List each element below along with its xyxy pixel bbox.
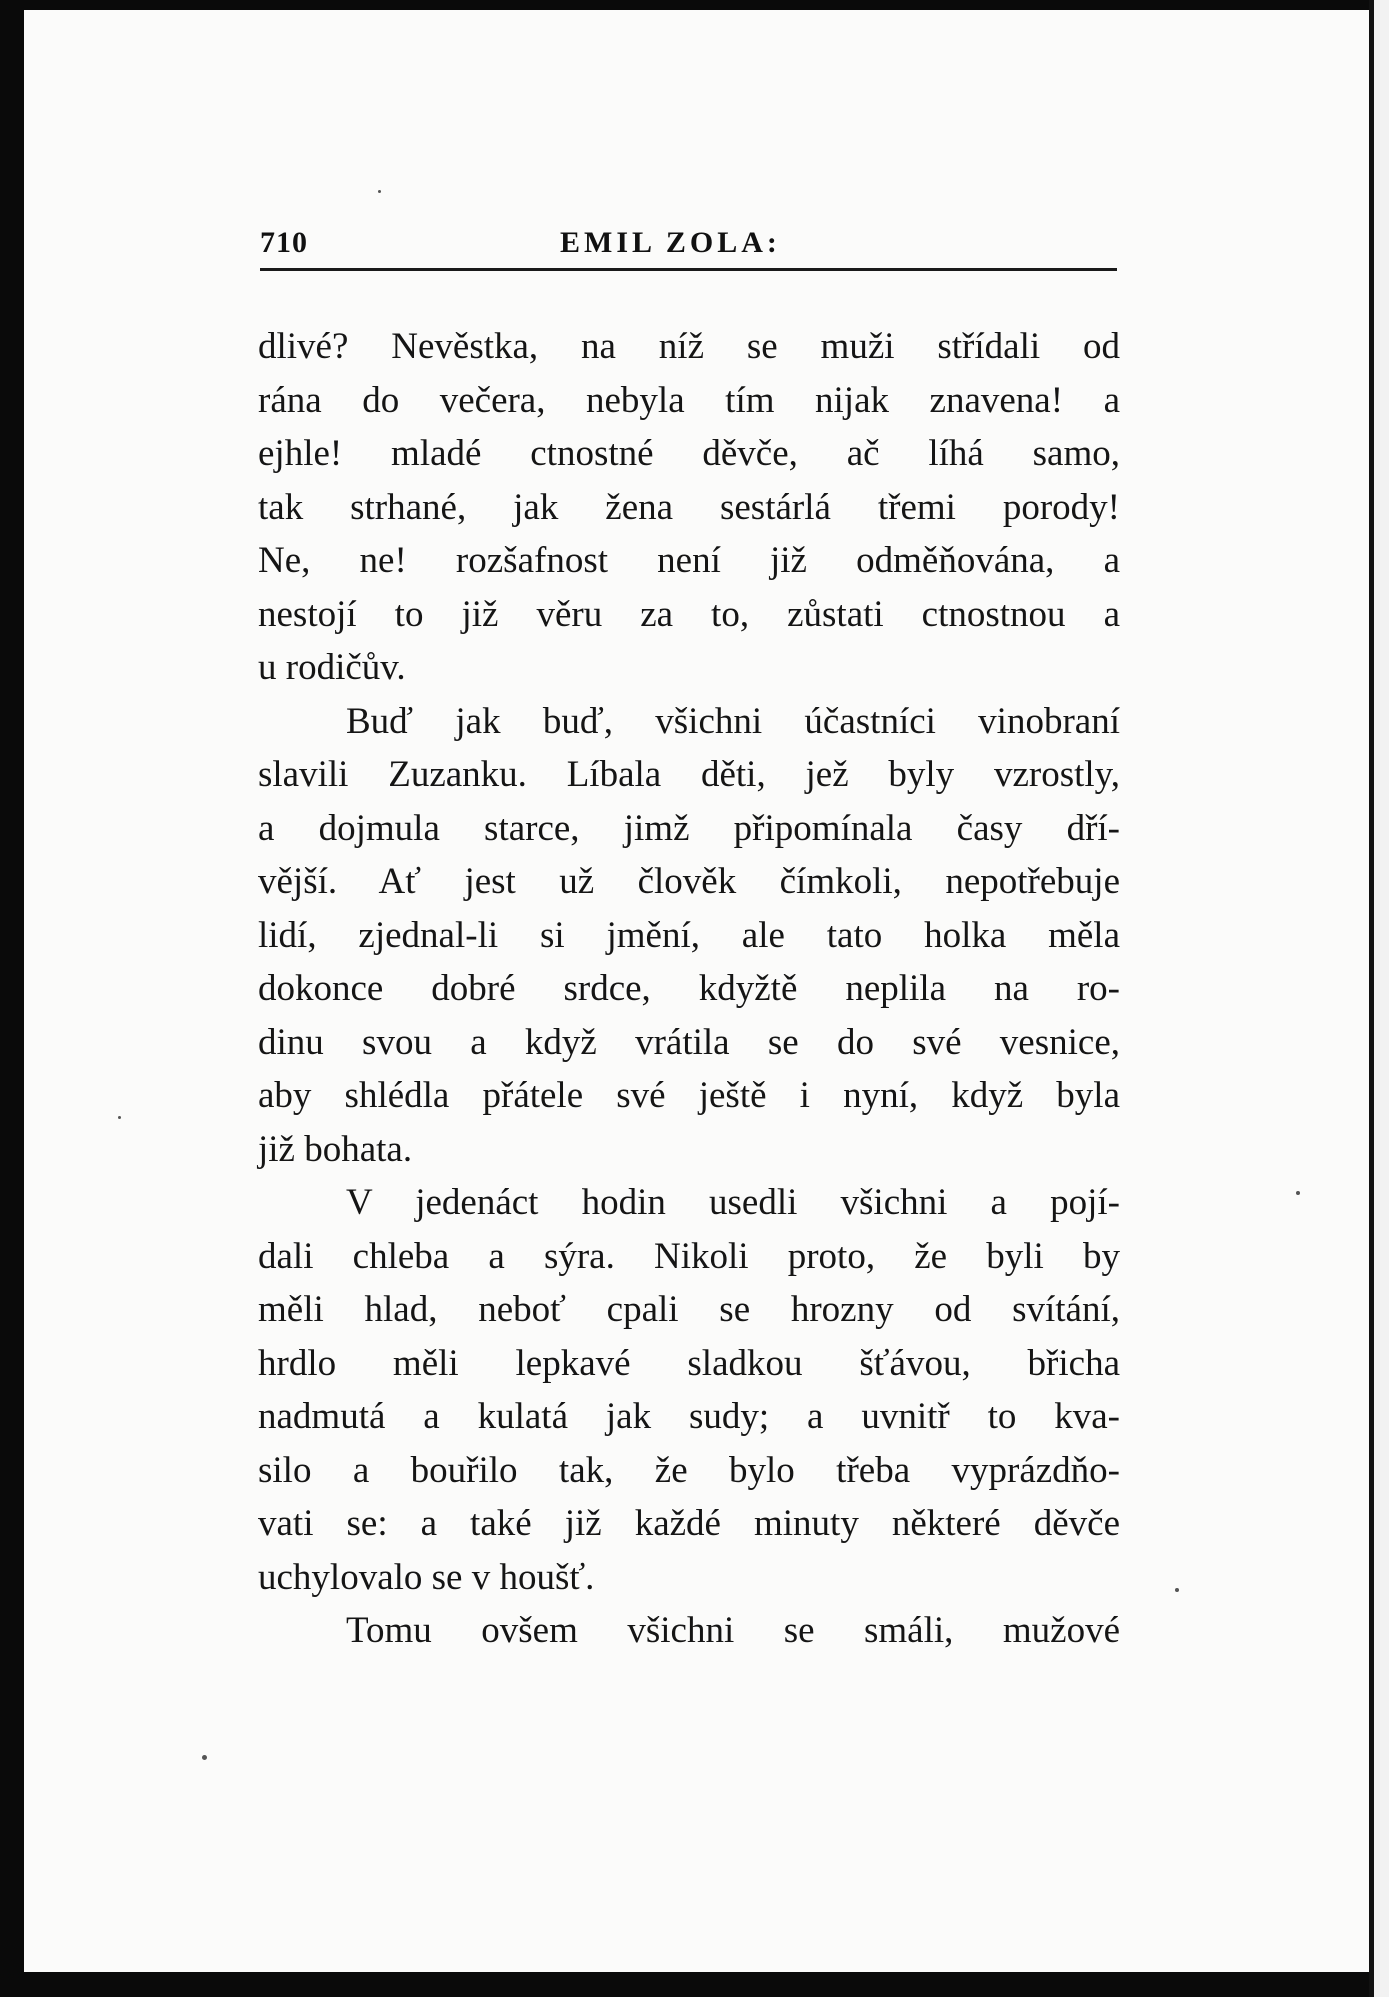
body-text: [258, 320, 1120, 1658]
text-line: dokonce dobré srdce, kdyžtě neplila na ro-: [258, 968, 1120, 1009]
text-line: slavili Zuzanku. Líbala děti, jež byly vzrostly,: [258, 754, 1120, 795]
text-line: již bohata.: [258, 1128, 413, 1170]
page-right-edge: [1369, 0, 1389, 1997]
running-header: [260, 218, 1117, 271]
paragraph-first-line: V jedenáct hodin usedli všichni a pojí-: [346, 1182, 1120, 1223]
page-number: 710: [260, 226, 308, 259]
text-line: silo a bouřilo tak, že bylo třeba vyprázdňo-: [258, 1449, 1120, 1491]
text-line: ejhle! mladé ctnostné děvče, ač líhá samo,: [258, 433, 1120, 474]
text-line: uchylovalo se v houšť.: [258, 1556, 595, 1598]
text-line: u rodičův.: [258, 647, 406, 688]
text-line: tak strhané, jak žena sestárlá třemi porody!: [258, 486, 1120, 528]
text-line: hrdlo měli lepkavé sladkou šťávou, břicha: [258, 1342, 1120, 1384]
text-line: měli hlad, neboť cpali se hrozny od svítání,: [258, 1289, 1120, 1330]
text-line: dali chleba a sýra. Nikoli proto, že byli by: [258, 1235, 1120, 1277]
running-head-title: EMIL ZOLA:: [560, 226, 781, 259]
text-line: vější. Ať jest už člověk čímkoli, nepotřebuje: [258, 861, 1120, 902]
text-line: rána do večera, nebyla tím nijak znavena! a: [258, 379, 1120, 421]
text-line: dlivé? Nevěstka, na níž se muži střídali od: [258, 326, 1120, 367]
text-line: aby shlédla přátele své ještě i nyní, když byla: [258, 1075, 1120, 1116]
paragraph-first-line: Buď jak buď, všichni účastníci vinobraní: [346, 700, 1120, 742]
text-line: nestojí to již věru za to, zůstati ctnostnou a: [258, 593, 1120, 635]
text-line: Ne, ne! rozšafnost není již odměňována, a: [258, 540, 1120, 581]
text-line: a dojmula starce, jimž připomínala časy dří-: [258, 807, 1120, 849]
text-line: vati se: a také již každé minuty některé děvče: [258, 1503, 1120, 1544]
text-line: nadmutá a kulatá jak sudy; a uvnitř to kva-: [258, 1396, 1120, 1437]
text-line: dinu svou a když vrátila se do své vesnice,: [258, 1021, 1120, 1063]
text-line: lidí, zjednal-li si jmění, ale tato holka měla: [258, 914, 1120, 956]
paragraph-first-line: Tomu ovšem všichni se smáli, mužové: [346, 1610, 1120, 1651]
